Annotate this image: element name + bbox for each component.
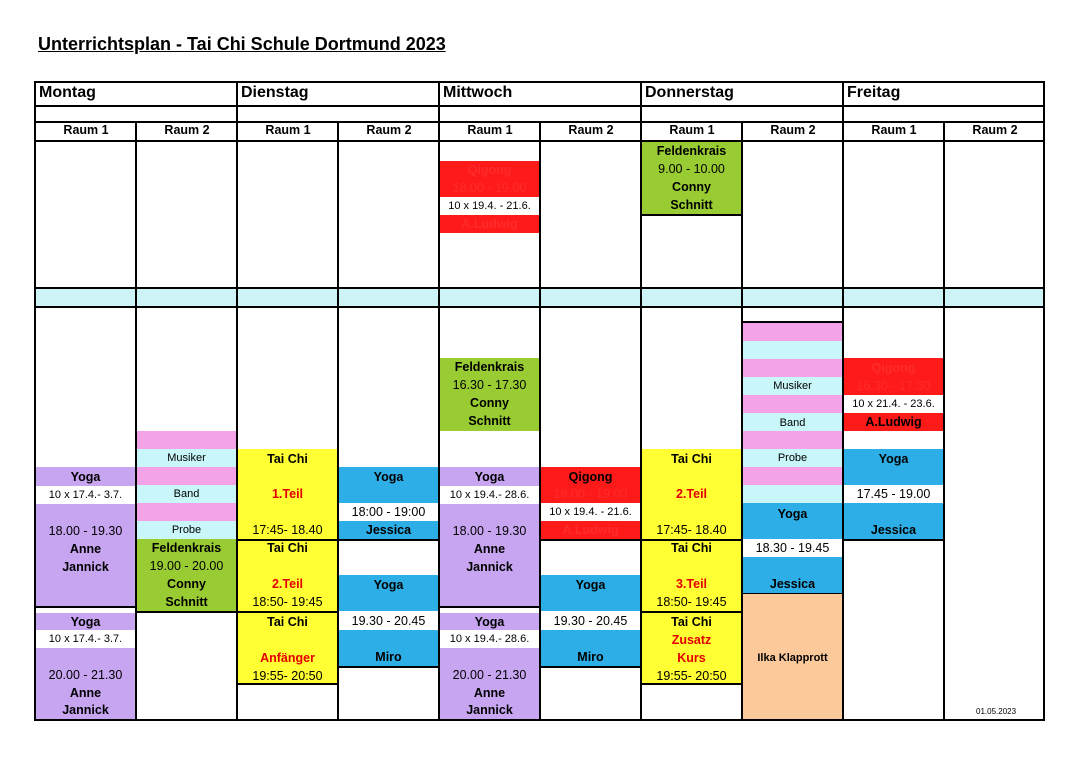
course-title: Feldenkrais (656, 144, 727, 158)
course-block-taichi (238, 541, 337, 611)
room-header: Raum 2 (164, 123, 210, 137)
teacher-name: Conny (672, 180, 711, 194)
band-label-musiker: Musiker (773, 380, 812, 392)
teacher-name: A.Ludwig (865, 415, 922, 429)
band-stripe (743, 377, 842, 395)
header-line (36, 105, 1043, 107)
course-title: Yoga (777, 507, 808, 521)
course-time: 19.00 - 20.00 (149, 559, 224, 573)
course-time: 18:50- 19:45 (656, 595, 727, 609)
room-header: Raum 1 (63, 123, 109, 137)
course-title: Tai Chi (671, 541, 712, 555)
band-stripe (137, 521, 236, 539)
course-title: Feldenkrais (151, 541, 222, 555)
course-time: 19.30 - 20.45 (553, 614, 628, 628)
band-stripe (743, 341, 842, 359)
band-stripe (743, 413, 842, 431)
course-dates: 10 x 19.4.- 28.6. (440, 486, 539, 504)
course-title: Yoga (878, 452, 909, 466)
course-block-yoga (36, 613, 135, 719)
room-header: Raum 2 (366, 123, 412, 137)
course-block-taichi (642, 613, 741, 683)
band-label-musiker: Musiker (167, 452, 206, 464)
teacher-name: Schnitt (165, 595, 208, 609)
course-block-yoga (36, 467, 135, 606)
slot-line (540, 666, 641, 668)
band-stripe (743, 359, 842, 377)
course-title: Tai Chi (671, 452, 712, 466)
teacher-name: A.Ludwig (562, 523, 619, 537)
room-divider (943, 121, 945, 719)
course-time: 18.00 - 19.30 (48, 524, 123, 538)
day-header-mittwoch: Mittwoch (443, 84, 513, 101)
course-time: 19.30 - 20.45 (351, 614, 426, 628)
course-block-yoga (339, 521, 438, 539)
course-block-yoga (339, 630, 438, 666)
course-title: Yoga (373, 578, 404, 592)
room-header: Raum 1 (467, 123, 513, 137)
course-time: 18.00 - 19.00 (452, 181, 527, 195)
course-title: Qigong (568, 470, 613, 484)
band-divider (943, 287, 945, 308)
course-block-yoga (541, 575, 640, 611)
teacher-name: Conny (167, 577, 206, 591)
room-header: Raum 1 (871, 123, 917, 137)
teacher-name: Conny (470, 396, 509, 410)
course-block-yoga (844, 503, 943, 539)
course-block-yoga (743, 557, 842, 593)
band-divider (741, 287, 743, 308)
course-block-yoga (440, 613, 539, 719)
course-part: 2.Teil (271, 577, 304, 591)
slot-line (642, 214, 742, 216)
band-divider (337, 287, 339, 308)
slot-line (36, 606, 136, 608)
band-stripe (743, 449, 842, 467)
band-stripe (137, 485, 236, 503)
course-dates: 10 x 17.4.- 3.7. (36, 486, 135, 504)
course-block-yoga (743, 503, 842, 539)
course-time: 20.00 - 21.30 (48, 668, 123, 682)
course-time: 18.00 - 19.00 (553, 487, 628, 501)
course-part: Zusatz (671, 633, 712, 647)
course-block-taichi (642, 541, 741, 611)
course-block-feldenkrais (137, 539, 236, 611)
course-part: 1.Teil (271, 487, 304, 501)
course-block-yoga (844, 449, 943, 485)
course-title: Tai Chi (267, 541, 308, 555)
course-block-yoga (339, 467, 438, 503)
course-block-qigong (844, 358, 943, 431)
band-divider (539, 287, 541, 308)
course-block-taichi (238, 449, 337, 539)
course-dates: 10 x 21.4. - 23.6. (844, 395, 943, 413)
teacher-name: Schnitt (670, 198, 713, 212)
course-title: Yoga (70, 615, 101, 629)
teacher-name: Jannick (466, 703, 513, 717)
course-time: 18.00 - 19.30 (452, 524, 527, 538)
course-part: 3.Teil (675, 577, 708, 591)
teacher-name: Anne (473, 542, 506, 556)
slot-line (338, 666, 439, 668)
course-time: 9.00 - 10.00 (658, 162, 725, 176)
course-block-ilka (743, 593, 842, 719)
course-dates: 10 x 17.4.- 3.7. (36, 630, 135, 648)
band-stripe (743, 323, 842, 341)
course-title: Yoga (70, 470, 101, 484)
teacher-name: Jessica (365, 523, 412, 537)
band-label-band: Band (779, 417, 806, 429)
course-title: Tai Chi (671, 615, 712, 629)
course-title: Qigong (467, 163, 512, 177)
course-title: Feldenkrais (454, 360, 525, 374)
course-time: 18:50- 19:45 (252, 595, 323, 609)
teacher-name: Jannick (466, 560, 513, 574)
course-title: Yoga (575, 578, 606, 592)
document-date: 01.05.2023 (976, 707, 1017, 716)
teacher-name: Ilka Klapprott (757, 652, 828, 664)
band-stripe (137, 431, 236, 449)
course-time: 16.30 - 17.30 (856, 379, 931, 393)
band-label-band: Band (173, 488, 200, 500)
course-dates: 10 x 19.4. - 21.6. (440, 197, 539, 215)
course-block-taichi (642, 449, 741, 539)
teacher-name: A.Ludwig (461, 217, 518, 231)
band-label-probe: Probe (171, 524, 202, 536)
teacher-name: Anne (473, 686, 506, 700)
day-header-dienstag: Dienstag (241, 84, 309, 101)
room-header: Raum 2 (568, 123, 614, 137)
course-time: 20.00 - 21.30 (452, 668, 527, 682)
course-title: Yoga (373, 470, 404, 484)
day-header-montag: Montag (39, 84, 96, 101)
course-time: 18:00 - 19:00 (351, 505, 426, 519)
band-divider (236, 287, 238, 308)
teacher-name: Anne (69, 686, 102, 700)
teacher-name: Jessica (870, 523, 917, 537)
teacher-name: Anne (69, 542, 102, 556)
teacher-name: Schnitt (468, 414, 511, 428)
teacher-name: Jannick (62, 703, 109, 717)
band-stripe (743, 431, 842, 449)
course-part: Anfänger (260, 651, 315, 665)
course-time: 16.30 - 17.30 (452, 378, 527, 392)
slot-line (540, 539, 641, 541)
band-stripe (743, 467, 842, 485)
course-block-yoga (339, 575, 438, 611)
course-time: 19:55- 20:50 (656, 669, 727, 683)
band-divider (640, 287, 642, 308)
course-part: Kurs (677, 651, 706, 665)
course-block-feldenkrais (642, 142, 741, 214)
band-divider (135, 287, 137, 308)
course-block-yoga (541, 630, 640, 666)
band-stripe (137, 503, 236, 521)
band-label-probe: Probe (777, 452, 808, 464)
band-divider (842, 287, 844, 308)
teacher-name: Miro (375, 650, 402, 664)
band-stripe (743, 395, 842, 413)
course-dates: 10 x 19.4.- 28.6. (440, 630, 539, 648)
course-title: Yoga (474, 615, 505, 629)
day-header-freitag: Freitag (847, 84, 901, 101)
course-block-qigong (440, 161, 539, 233)
course-time: 18.30 - 19.45 (755, 541, 830, 555)
course-block-qigong (541, 467, 640, 539)
course-time: 19:55- 20:50 (252, 669, 323, 683)
course-part: 2.Teil (675, 487, 708, 501)
room-header: Raum 2 (770, 123, 816, 137)
course-dates: 10 x 19.4. - 21.6. (541, 503, 640, 521)
slot-line (440, 606, 540, 608)
course-time: 17:45- 18.40 (252, 523, 323, 537)
course-title: Yoga (474, 470, 505, 484)
course-block-taichi (238, 613, 337, 683)
band-divider (438, 287, 440, 308)
slot-line (642, 683, 742, 685)
course-title: Tai Chi (267, 452, 308, 466)
teacher-name: Jessica (769, 577, 816, 591)
room-header: Raum 1 (265, 123, 311, 137)
band-stripe (743, 485, 842, 503)
room-divider (135, 121, 137, 719)
slot-line (238, 683, 338, 685)
slot-line (338, 539, 439, 541)
course-title: Tai Chi (267, 615, 308, 629)
course-block-feldenkrais (440, 358, 539, 431)
day-header-donnerstag: Donnerstag (645, 84, 734, 101)
course-block-yoga (440, 467, 539, 606)
slot-line (843, 539, 944, 541)
slot-line (136, 611, 237, 613)
course-title: Qigong (871, 361, 916, 375)
course-time: 17:45- 18.40 (656, 523, 727, 537)
room-header: Raum 1 (669, 123, 715, 137)
band-stripe (137, 467, 236, 485)
teacher-name: Jannick (62, 560, 109, 574)
course-time: 17.45 - 19.00 (856, 487, 931, 501)
teacher-name: Miro (577, 650, 604, 664)
page-title: Unterrichtsplan - Tai Chi Schule Dortmund 2023 (38, 34, 446, 54)
room-header: Raum 2 (972, 123, 1018, 137)
band-stripe (137, 449, 236, 467)
